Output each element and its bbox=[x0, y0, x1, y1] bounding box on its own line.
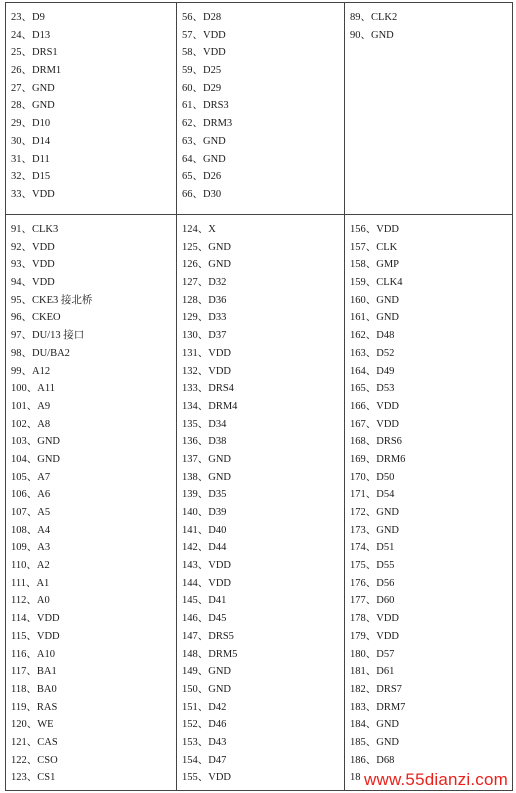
pin-entry: 157、CLK bbox=[350, 241, 398, 253]
pin-entry: 171、D54 bbox=[350, 489, 395, 501]
pin-entry: 154、D47 bbox=[182, 754, 227, 766]
pin-entry: 142、D44 bbox=[182, 542, 227, 554]
pin-entry: 160、GND bbox=[350, 294, 399, 306]
pin-entry: 32、D15 bbox=[11, 171, 51, 183]
pin-entry: 120、WE bbox=[11, 719, 54, 731]
pin-entry: 183、DRM7 bbox=[350, 701, 406, 713]
pin-entry: 27、GND bbox=[11, 82, 55, 94]
pin-entry: 162、D48 bbox=[350, 330, 395, 342]
pin-entry: 66、D30 bbox=[182, 188, 222, 200]
pin-entry: 107、A5 bbox=[11, 507, 51, 518]
pin-entry: 99、A12 bbox=[11, 365, 51, 377]
pin-entry: 153、D43 bbox=[182, 736, 227, 748]
pin-entry: 184、GND bbox=[350, 719, 399, 731]
pin-entry: 138、GND bbox=[182, 471, 231, 483]
pin-entry: 150、GND bbox=[182, 683, 231, 695]
pin-entry: 181、D61 bbox=[350, 666, 395, 678]
pin-entry: 143、VDD bbox=[182, 560, 231, 572]
pin-entry: 89、CLK2 bbox=[350, 12, 398, 23]
pin-entry: 177、D60 bbox=[350, 595, 395, 607]
pin-entry: 61、DRS3 bbox=[182, 100, 229, 112]
pin-entry: 59、D25 bbox=[182, 65, 222, 77]
pin-entry: 180、D57 bbox=[350, 648, 395, 660]
pin-entry: 62、DRM3 bbox=[182, 118, 233, 130]
pin-entry: 136、D38 bbox=[182, 436, 227, 448]
pin-entry: 63、GND bbox=[182, 135, 226, 147]
pin-entry: 33、VDD bbox=[11, 188, 55, 200]
pin-entry: 60、D29 bbox=[182, 82, 222, 94]
pin-entry: 100、A11 bbox=[11, 383, 55, 395]
pin-entry: 104、GND bbox=[11, 453, 60, 465]
pin-entry: 152、D46 bbox=[182, 719, 227, 731]
pin-entry: 111、A1 bbox=[11, 577, 50, 589]
pin-entry: 112、A0 bbox=[11, 595, 50, 607]
column-2 bbox=[176, 3, 344, 214]
pin-entry: 135、D34 bbox=[182, 418, 227, 430]
pin-entry: 161、GND bbox=[350, 312, 399, 324]
pin-entry: 132、VDD bbox=[182, 365, 231, 377]
column-1 bbox=[6, 3, 176, 214]
pin-entry: 156、VDD bbox=[350, 224, 399, 235]
pin-entry: 173、GND bbox=[350, 524, 399, 536]
pin-entry: 29、D10 bbox=[11, 118, 51, 130]
pin-entry: 134、DRM4 bbox=[182, 400, 238, 412]
pin-entry: 126、GND bbox=[182, 259, 231, 271]
pin-entry: 102、A8 bbox=[11, 418, 51, 430]
column-3 bbox=[344, 3, 512, 214]
pin-entry: 178、VDD bbox=[350, 613, 399, 625]
pin-entry: 151、D42 bbox=[182, 701, 227, 713]
pin-entry: 163、D52 bbox=[350, 347, 395, 359]
pin-entry: 164、D49 bbox=[350, 365, 395, 377]
pin-entry: 186、D68 bbox=[350, 754, 395, 766]
column-1 bbox=[6, 215, 176, 790]
pin-entry: 137、GND bbox=[182, 453, 231, 465]
pin-entry: 158、GMP bbox=[350, 259, 400, 271]
pin-entry: 139、D35 bbox=[182, 489, 227, 501]
pin-entry: 117、BA1 bbox=[11, 666, 57, 678]
pin-entry: 185、GND bbox=[350, 736, 399, 748]
pin-entry: 56、D28 bbox=[182, 12, 222, 23]
pin-entry: 96、CKEO bbox=[11, 312, 61, 324]
pin-entry: 90、GND bbox=[350, 29, 394, 41]
watermark-text: www.55dianzi.com bbox=[364, 770, 508, 789]
pin-entry: 131、VDD bbox=[182, 347, 231, 359]
pin-entry: 159、CLK4 bbox=[350, 277, 403, 289]
pin-entry: 118、BA0 bbox=[11, 683, 57, 695]
pin-entry: 119、RAS bbox=[11, 701, 58, 713]
pin-entry: 127、D32 bbox=[182, 277, 227, 289]
pin-entry: 166、VDD bbox=[350, 400, 399, 412]
pin-entry: 146、D45 bbox=[182, 613, 227, 625]
pin-entry: 129、D33 bbox=[182, 312, 227, 324]
pin-entry: 106、A6 bbox=[11, 489, 51, 501]
pin-entry: 65、D26 bbox=[182, 171, 222, 183]
pin-entry: 165、D53 bbox=[350, 383, 395, 395]
pin-entry: 170、D50 bbox=[350, 471, 395, 483]
pin-entry: 125、GND bbox=[182, 241, 231, 253]
pin-entry: 108、A4 bbox=[11, 524, 51, 536]
pin-entry: 58、VDD bbox=[182, 47, 226, 59]
pin-entry: 26、DRM1 bbox=[11, 65, 62, 77]
pin-entry: 31、D11 bbox=[11, 153, 50, 165]
pin-entry: 145、D41 bbox=[182, 595, 227, 607]
pin-entry: 57、VDD bbox=[182, 29, 226, 41]
pin-entry: 97、DU/13 接口 bbox=[11, 330, 85, 342]
pin-entry: 130、D37 bbox=[182, 330, 227, 342]
pin-entry: 25、DRS1 bbox=[11, 47, 58, 59]
pin-entry: 24、D13 bbox=[11, 29, 51, 41]
pin-entry: 167、VDD bbox=[350, 418, 399, 430]
pin-entry: 174、D51 bbox=[350, 542, 395, 554]
pin-entry: 28、GND bbox=[11, 100, 55, 112]
pin-entry: 101、A9 bbox=[11, 400, 51, 412]
column-2 bbox=[176, 215, 344, 790]
pin-entry: 92、VDD bbox=[11, 241, 55, 253]
pin-entry: 144、VDD bbox=[182, 577, 231, 589]
pin-entry: 103、GND bbox=[11, 436, 60, 448]
pin-entry: 23、D9 bbox=[11, 12, 45, 23]
pin-entry: 30、D14 bbox=[11, 135, 51, 147]
pin-entry: 155、VDD bbox=[182, 772, 231, 784]
pin-table bbox=[5, 2, 513, 791]
column-3 bbox=[344, 215, 512, 790]
pin-entry: 128、D36 bbox=[182, 294, 227, 306]
pin-entry: 141、D40 bbox=[182, 524, 227, 536]
pin-entry: 110、A2 bbox=[11, 560, 50, 572]
pin-entry: 182、DRS7 bbox=[350, 683, 402, 695]
pin-entry: 169、DRM6 bbox=[350, 453, 406, 465]
pin-entry: 94、VDD bbox=[11, 277, 55, 289]
pin-entry: 175、D55 bbox=[350, 560, 395, 572]
pin-entry: 116、A10 bbox=[11, 648, 55, 660]
pin-entry: 115、VDD bbox=[11, 630, 60, 642]
pin-entry: 140、D39 bbox=[182, 507, 227, 518]
pin-entry: 64、GND bbox=[182, 153, 226, 165]
pin-entry: 105、A7 bbox=[11, 471, 51, 483]
pin-entry: 148、DRM5 bbox=[182, 648, 238, 660]
pin-entry: 123、CS1 bbox=[11, 772, 56, 784]
pin-table-top-block bbox=[5, 2, 513, 215]
pin-entry: 133、DRS4 bbox=[182, 383, 234, 395]
pin-entry: 172、GND bbox=[350, 507, 399, 518]
pin-entry: 149、GND bbox=[182, 666, 231, 678]
pin-entry: 147、DRS5 bbox=[182, 630, 234, 642]
pin-entry: 168、DRS6 bbox=[350, 436, 402, 448]
pin-entry: 122、CSO bbox=[11, 754, 58, 766]
pin-entry: 93、VDD bbox=[11, 259, 55, 271]
pin-entry: 179、VDD bbox=[350, 630, 399, 642]
pin-entry: 91、CLK3 bbox=[11, 224, 59, 235]
pin-entry: 95、CKE3 接北桥 bbox=[11, 294, 93, 306]
pin-table-bottom-block bbox=[5, 214, 513, 791]
pin-entry: 176、D56 bbox=[350, 577, 395, 589]
pin-entry: 114、VDD bbox=[11, 613, 60, 625]
pin-entry: 121、CAS bbox=[11, 736, 58, 748]
pin-entry: 109、A3 bbox=[11, 542, 51, 554]
pin-entry: 18 bbox=[350, 772, 361, 784]
pin-entry: 124、X bbox=[182, 224, 216, 235]
pin-entry: 98、DU/BA2 bbox=[11, 347, 70, 359]
